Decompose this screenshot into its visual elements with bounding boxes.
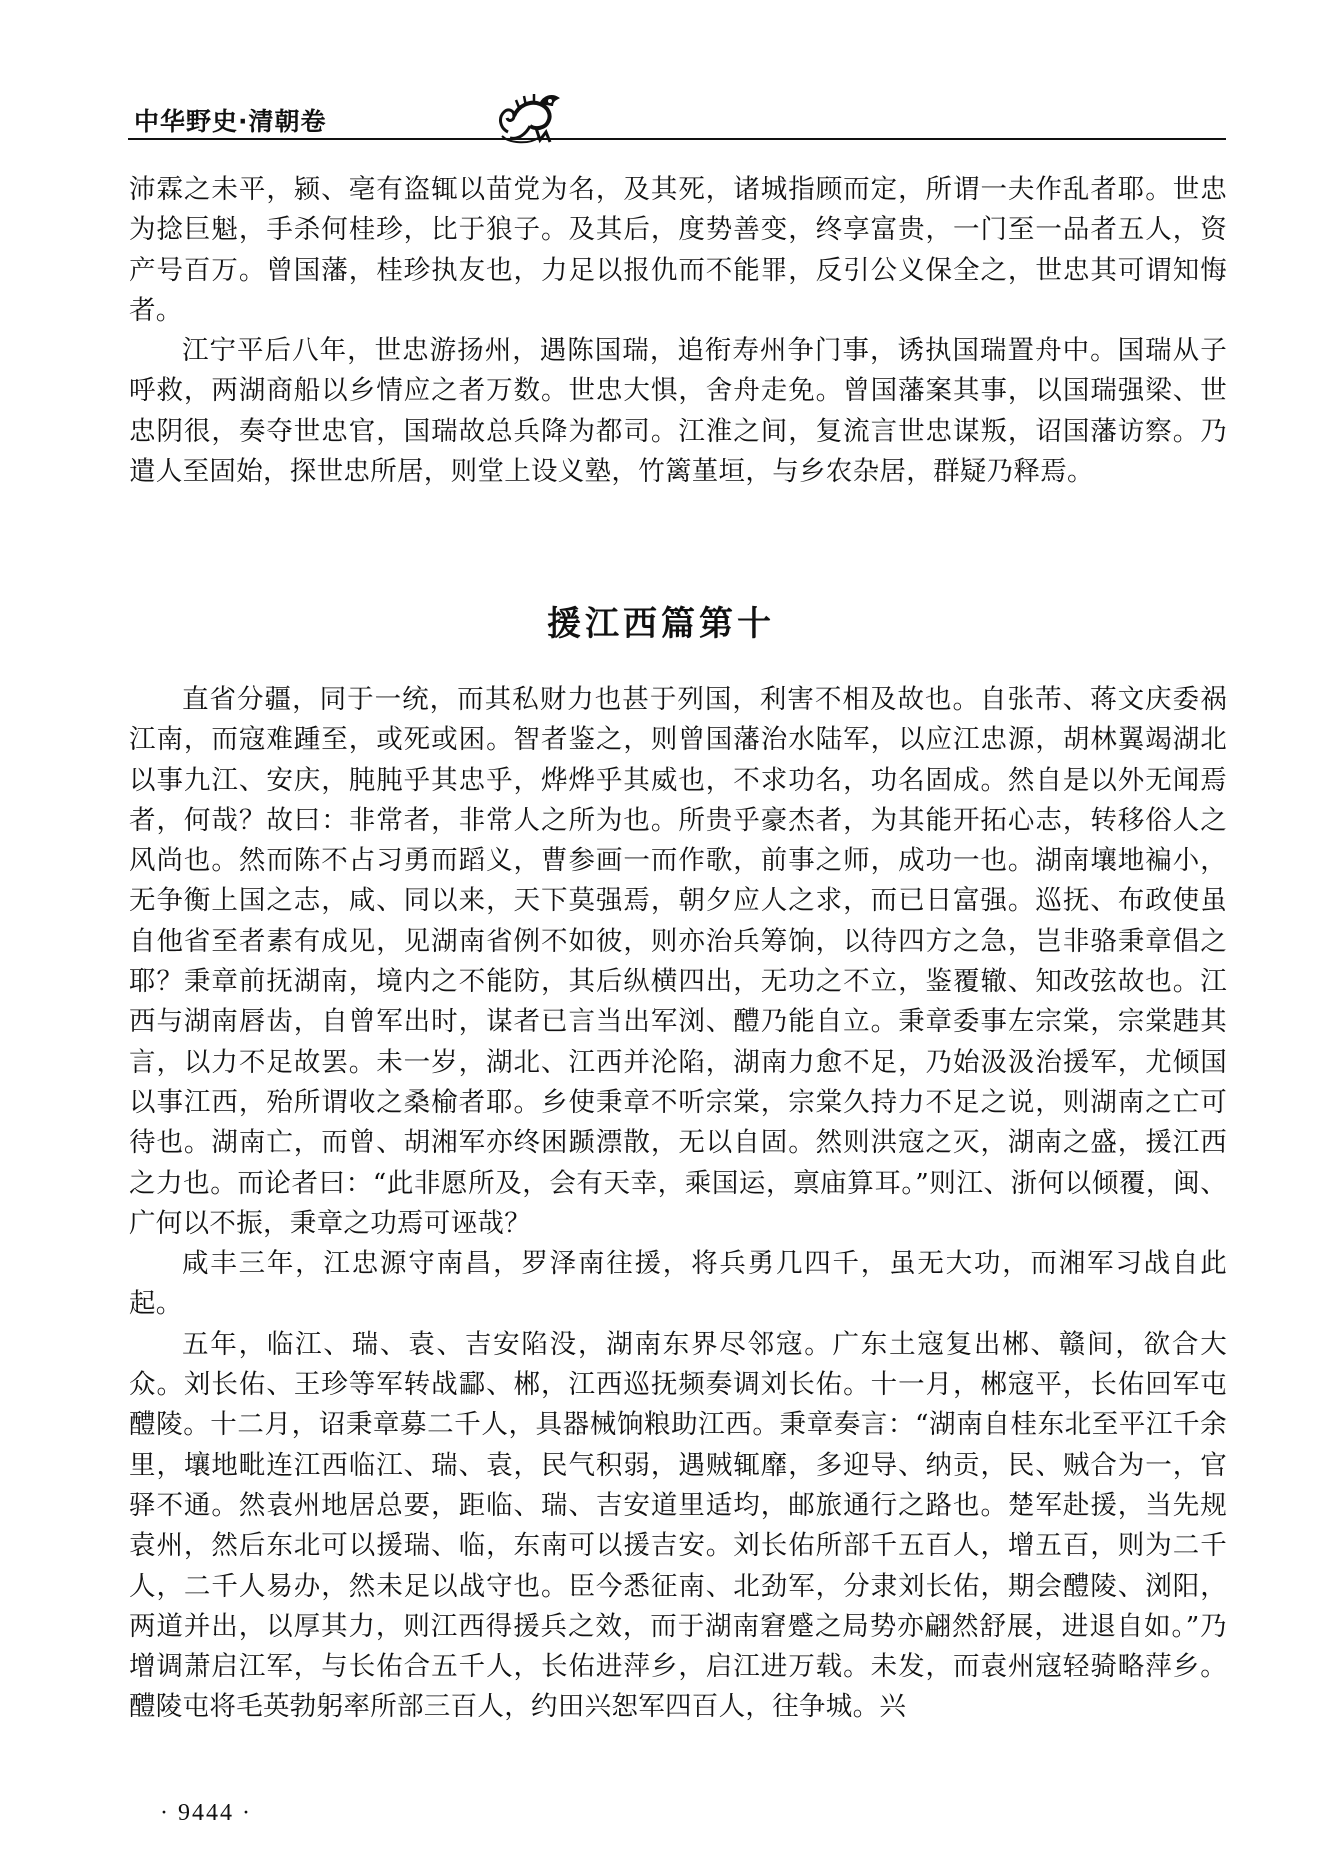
paragraph: 江宁平后八年，世忠游扬州，遇陈国瑞，追衔寿州争门事，诱执国瑞置舟中。国瑞从子呼救，两湖商船以乡情应之者万数。世忠大惧，舍舟走免。曾国藩案其事，以国瑞强梁、世忠阴很，奏夺世忠官，国瑞故总兵降为都司。江淮之间，复流言世忠谋叛，诏国藩访察。乃遣人至固始，探世忠所居，则堂上设义塾，竹篱堇垣，与乡农杂居，群疑乃释焉。 bbox=[129, 335, 1227, 488]
paragraph: 沛霖之未平，颍、亳有盗辄以苗党为名，及其死，诸城指顾而定，所谓一夫作乱者耶。世忠为捻巨魁，手杀何桂珍，比于狼子。及其后，度势善变，终享富贵，一门至一品者五人，资产号百万。曾国藩，桂珍执友也，力足以报仇而不能罪，反引公义保全之，世忠其可谓知悔者。 bbox=[129, 174, 1227, 326]
running-header bbox=[128, 88, 1228, 138]
continued-text-block bbox=[129, 170, 1227, 492]
section-text-block bbox=[129, 680, 1227, 1728]
section-title: 援江西篇第十 bbox=[547, 604, 775, 644]
header-rule bbox=[128, 138, 1226, 140]
paragraph: 五年，临江、瑞、袁、吉安陷没，湖南东界尽邻寇。广东土寇复出郴、赣间，欲合大众。刘长佑、王珍等军转战酃、郴，江西巡抚频奏调刘长佑。十一月，郴寇平，长佑回军屯醴陵。十二月，诏秉章募二千人，具器械饷粮助江西。秉章奏言：“湖南自桂东北至平江千余里，壤地毗连江西临江、瑞、袁，民气积弱，遇贼辄靡，多迎导、纳贡，民、贼合为一，官驿不通。然袁州地居总要，距临、瑞、吉安道里适均，邮旅通行之路也。楚军赴援，当先规袁州，然后东北可以援瑞、临，东南可以援吉安。刘长佑所部千五百人，增五百，则为二千人，二千人易办，然未足以战守也。臣今悉征南、北劲军，分隶刘长佑，期会醴陵、浏阳，两道并出，以厚其力，则江西得援兵之效，而于湖南窘蹙之局势亦翩然舒展，进退自如。”乃增调萧启江军，与长佑合五千人，长佑进萍乡，启江进万载。未发，而袁州寇轻骑略萍乡。醴陵屯将毛英勃躬率所部三百人，约田兴恕军四百人，往争城。兴 bbox=[129, 1328, 1227, 1723]
book-title: 中华野史·清朝卷 bbox=[134, 107, 327, 136]
paragraph: 咸丰三年，江忠源守南昌，罗泽南往援，将兵勇几四千，虽无大功，而湘军习战自此起。 bbox=[129, 1248, 1227, 1320]
page-number: · 9444 · bbox=[160, 1800, 252, 1826]
paragraph: 直省分疆，同于一统，而其私财力也甚于列国，利害不相及故也。自张芾、蒋文庆委祸江南，而寇难踵至，或死或困。智者鉴之，则曾国藩治水陆军，以应江忠源，胡林翼竭湖北以事九江、安庆，肫肫乎其忠乎，烨烨乎其威也，不求功名，功名固成。然自是以外无闻焉者，何哉？故曰：非常者，非常人之所为也。所贵乎豪杰者，为其能开拓心志，转移俗人之风尚也。然而陈不占习勇而蹈义，曹参画一而作歌，前事之师，成功一也。湖南壤地褊小，无争衡上国之志，咸、同以来，天下莫强焉，朝夕应人之求，而已日富强。巡抚、布政使虽自他省至者素有成见，见湖南省例不如彼，则亦治兵筹饷，以待四方之急，岂非骆秉章倡之耶？秉章前抚湖南，境内之不能防，其后纵横四出，无功之不立，鉴覆辙、知改弦故也。江西与湖南唇齿，自曾军出时，谋者已言当出军浏、醴乃能自立。秉章委事左宗棠，宗棠韪其言，以力不足故罢。未一岁，湖北、江西并沦陷，湖南力愈不足，乃始汲汲治援军，尤倾国以事江西，殆所谓收之桑榆者耶。乡使秉章不听宗棠，宗棠久持力不足之说，则湖南之亡可待也。湖南亡，而曾、胡湘军亦终困踬漂散，无以自固。然则洪寇之灭，湖南之盛，援江西之力也。而论者曰：“此非愿所及，会有天幸，乘国运，禀庙算耳。”则江、浙何以倾覆，闽、广何以不振，秉章之功焉可诬哉？ bbox=[129, 684, 1227, 1239]
